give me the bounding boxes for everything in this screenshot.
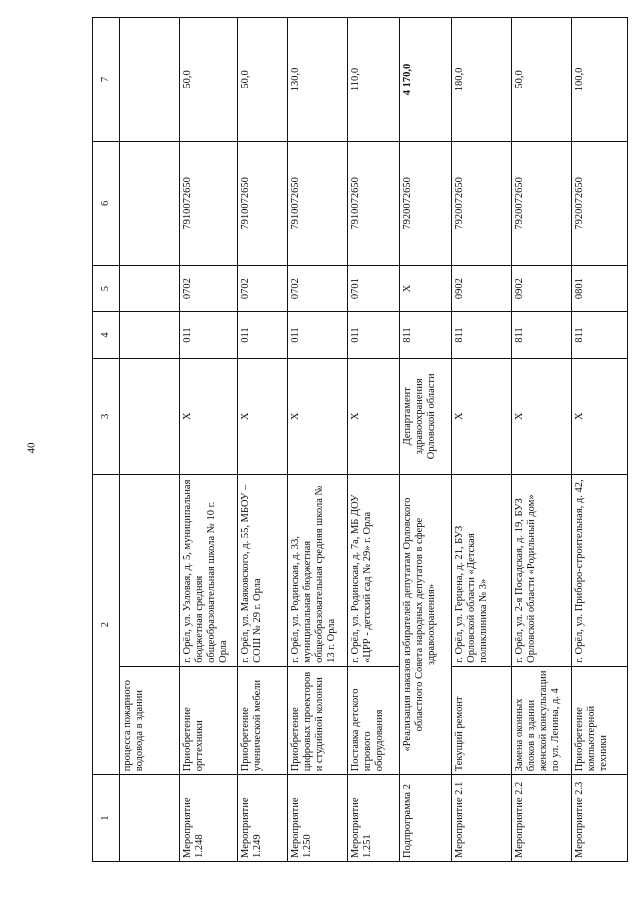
header-cell-1: 1 (93, 775, 120, 862)
header-cell-5: 5 (93, 265, 120, 311)
table-row (572, 18, 628, 862)
header-cell-3: 3 (93, 358, 120, 474)
row-address: г. Орёл, ул. Родинская, д. 33, муниципальная бюджетная общеобразовательная средняя школа № 13 г. Орла (288, 474, 348, 666)
row-c7: 50,0 (180, 18, 238, 142)
row-id: Мероприятие 1.251 (348, 775, 400, 862)
row-c5: 0702 (238, 265, 288, 311)
row-c5 (120, 265, 180, 311)
row-id: Мероприятие 1.249 (238, 775, 288, 862)
row-admin: X (238, 358, 288, 474)
row-c5: X (400, 265, 452, 311)
row-c6: 7920072650 (452, 141, 512, 265)
row-admin: X (572, 358, 628, 474)
row-c5: 0702 (288, 265, 348, 311)
row-c7 (120, 18, 180, 142)
row-c4 (120, 312, 180, 358)
row-name: Приобретение оргтехники (180, 666, 238, 774)
row-admin: X (180, 358, 238, 474)
row-name: Приобретение цифровых проекторов и студийной колонки (288, 666, 348, 774)
row-c7: 130,0 (288, 18, 348, 142)
table-row-subprogram (400, 18, 452, 862)
table-row (180, 18, 238, 862)
row-admin: Департамент здравоохранения Орловской области (400, 358, 452, 474)
row-name: Приобретение компьютерной техники (572, 666, 628, 774)
header-cell-2: 2 (93, 474, 120, 774)
row-address: г. Орёл, ул. 2-я Посадская, д. 19, БУЗ Орловской области «Родильный дом» (512, 474, 572, 666)
table-row (512, 18, 572, 862)
row-admin: X (512, 358, 572, 474)
row-c4: 811 (512, 312, 572, 358)
row-c6: 7910072650 (238, 141, 288, 265)
header-cell-4: 4 (93, 312, 120, 358)
row-c5: 0902 (452, 265, 512, 311)
row-c7: 50,0 (238, 18, 288, 142)
row-c6: 7920072650 (512, 141, 572, 265)
budget-table (92, 17, 628, 862)
row-c4: 011 (348, 312, 400, 358)
row-c6: 7910072650 (180, 141, 238, 265)
row-address: г. Орёл, ул. Герцена, д. 21, БУЗ Орловской области «Детская поликлиника № 3» (452, 474, 512, 666)
row-c4: 811 (400, 312, 452, 358)
row-c5: 0902 (512, 265, 572, 311)
row-admin: X (288, 358, 348, 474)
row-c6: 7920072650 (572, 141, 628, 265)
row-c4: 011 (180, 312, 238, 358)
table-row (348, 18, 400, 862)
row-c5: 0702 (180, 265, 238, 311)
row-c7: 110,0 (348, 18, 400, 142)
row-address: г. Орёл, ул. Приборо-строительная, д. 42, (572, 474, 628, 666)
row-c4: 811 (452, 312, 512, 358)
row-id: Мероприятие 1.250 (288, 775, 348, 862)
header-cell-6: 6 (93, 141, 120, 265)
rotated-table-wrapper (92, 17, 622, 862)
row-c4: 011 (288, 312, 348, 358)
table-row (452, 18, 512, 862)
row-name: Текущий ремонт (452, 666, 512, 774)
table-row (120, 18, 180, 862)
row-address: г. Орёл, ул. Узловая, д. 5, муниципальная бюджетная средняя общеобразовательная школа № 10 г. Орла (180, 474, 238, 666)
row-c6: 7910072650 (288, 141, 348, 265)
header-row (93, 18, 120, 862)
table-row (288, 18, 348, 862)
row-c5: 0701 (348, 265, 400, 311)
row-address: г. Орёл, ул. Родинская, д. 7а, МБ ДОУ «ЦРР - детский сад № 29» г. Орла (348, 474, 400, 666)
row-c4: 011 (238, 312, 288, 358)
row-name: процесса пожарного водовода в здании (120, 666, 180, 774)
row-admin: X (452, 358, 512, 474)
row-admin (120, 358, 180, 474)
row-id (120, 775, 180, 862)
row-name: Замена оконных блоков в здании женской консультации по ул. Ленина, д. 4 (512, 666, 572, 774)
row-c6 (120, 141, 180, 265)
row-id: Мероприятие 2.3 (572, 775, 628, 862)
row-address (120, 474, 180, 666)
row-id: Мероприятие 2.2 (512, 775, 572, 862)
row-c5: 0801 (572, 265, 628, 311)
row-name: Поставка детского игрового оборудования (348, 666, 400, 774)
page-number: 40 (25, 442, 38, 454)
row-c7: 4 170,0 (400, 18, 452, 142)
row-id: Мероприятие 1.248 (180, 775, 238, 862)
header-cell-7: 7 (93, 18, 120, 142)
row-address: г. Орёл, ул. Маяковского, д. 55, МБОУ – СОШ № 29 г. Орла (238, 474, 288, 666)
row-name: Приобретение ученической мебели (238, 666, 288, 774)
row-name: «Реализация наказов избирателей депутатам Орловского областного Совета народных депутатов в сфере здравоохранения» (400, 474, 452, 774)
row-id: Подпрограмма 2 (400, 775, 452, 862)
table-row (238, 18, 288, 862)
row-id: Мероприятие 2.1 (452, 775, 512, 862)
row-c7: 50,0 (512, 18, 572, 142)
row-c7: 180,0 (452, 18, 512, 142)
row-admin: X (348, 358, 400, 474)
row-c6: 7920072650 (400, 141, 452, 265)
row-c7: 100,0 (572, 18, 628, 142)
row-c6: 7910072650 (348, 141, 400, 265)
row-c4: 811 (572, 312, 628, 358)
